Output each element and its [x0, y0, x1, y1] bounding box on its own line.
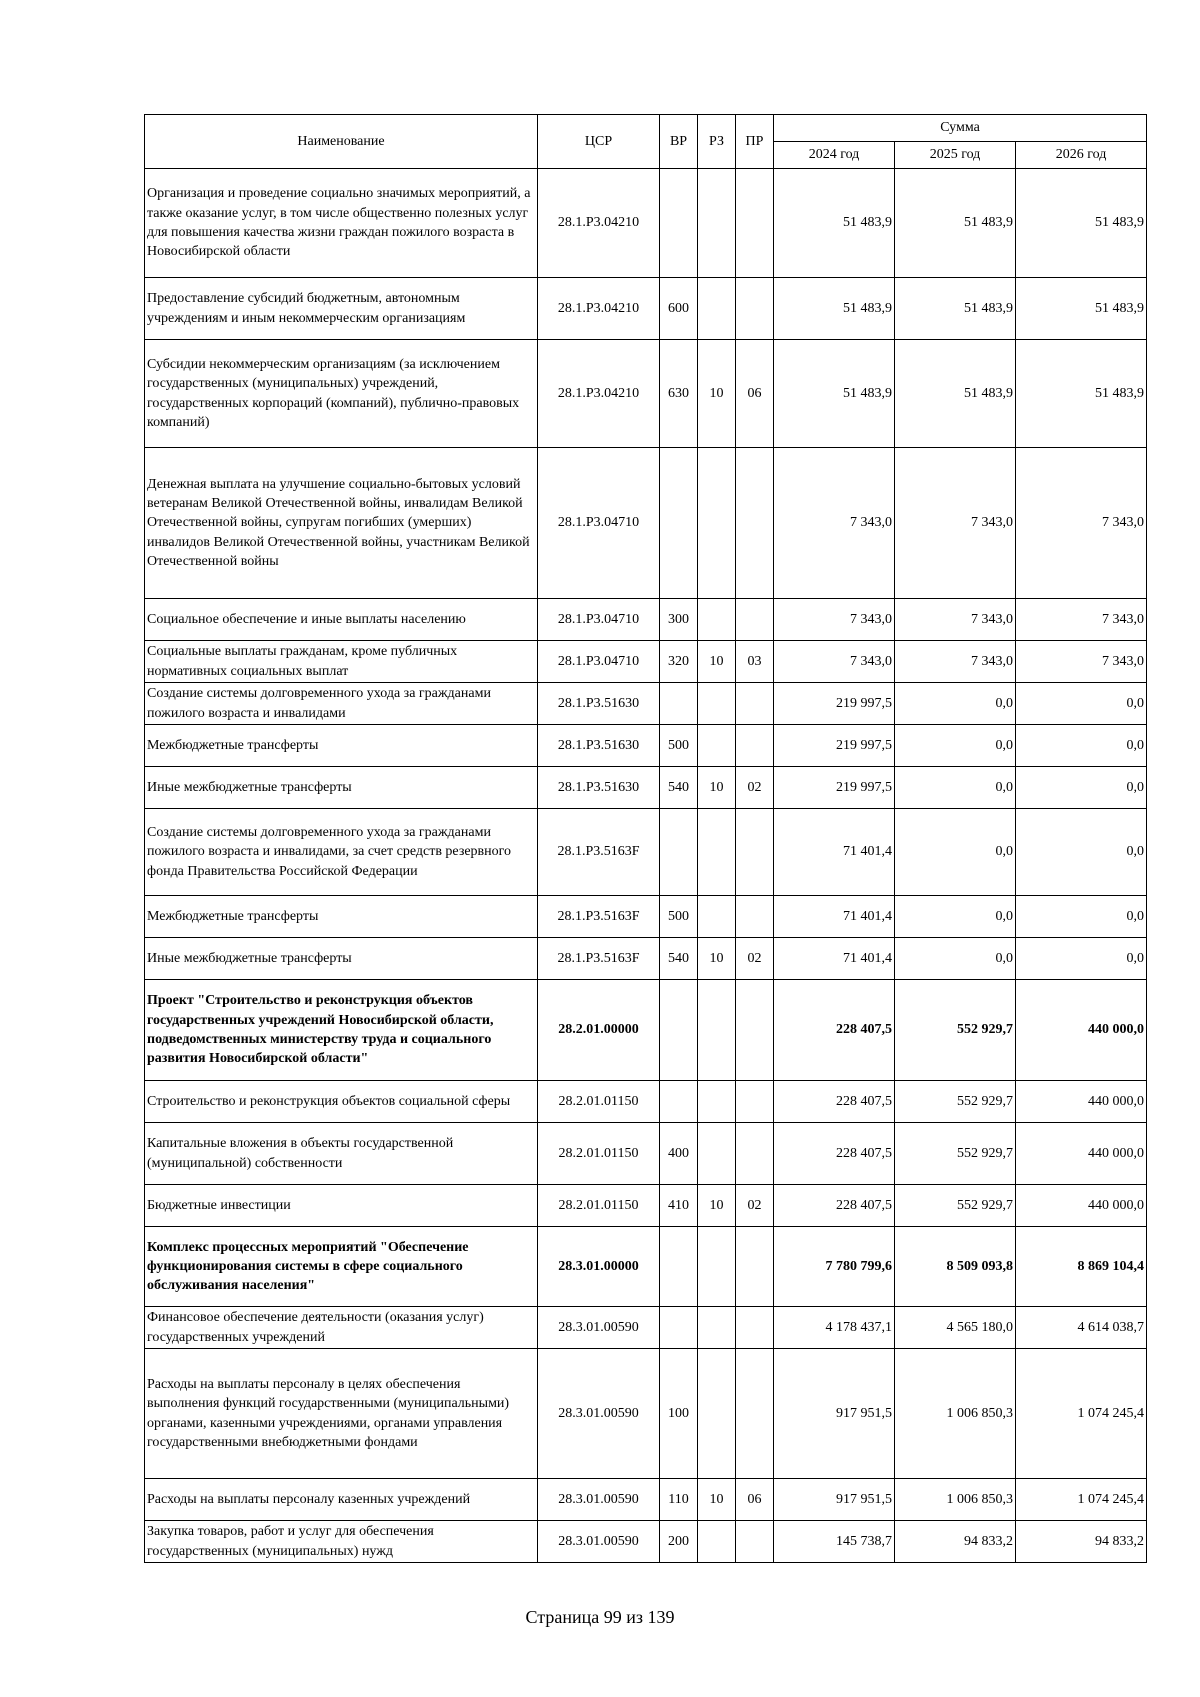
table-row — [145, 1081, 1147, 1123]
cell-csr: 28.1.Р3.51630 — [538, 767, 660, 809]
cell-csr: 28.3.01.00000 — [538, 1227, 660, 1307]
table-body — [145, 169, 1147, 1563]
cell-vr: 320 — [660, 641, 698, 683]
cell-name: Создание системы долговременного ухода за гражданами пожилого возраста и инвалидами, за счет средств резервного фонда Правительства Российской Федерации — [145, 809, 538, 896]
cell-pr: 06 — [736, 340, 774, 448]
cell-name: Комплекс процессных мероприятий "Обеспечение функционирования системы в сфере социального обслуживания населения" — [145, 1227, 538, 1307]
cell-2025: 7 343,0 — [895, 448, 1016, 599]
cell-2025: 4 565 180,0 — [895, 1307, 1016, 1349]
table-row — [145, 725, 1147, 767]
cell-pr — [736, 1521, 774, 1563]
table-row — [145, 1123, 1147, 1185]
cell-2026: 1 074 245,4 — [1016, 1349, 1147, 1479]
cell-vr — [660, 448, 698, 599]
cell-csr: 28.1.Р3.04210 — [538, 169, 660, 278]
cell-2024: 219 997,5 — [774, 683, 895, 725]
cell-rz — [698, 980, 736, 1081]
cell-pr — [736, 1349, 774, 1479]
cell-rz — [698, 448, 736, 599]
cell-2026: 7 343,0 — [1016, 641, 1147, 683]
page-number: Страница 99 из 139 — [525, 1607, 675, 1627]
cell-rz — [698, 1081, 736, 1123]
cell-rz — [698, 1123, 736, 1185]
cell-2025: 0,0 — [895, 767, 1016, 809]
cell-csr: 28.1.Р3.51630 — [538, 725, 660, 767]
cell-2026: 440 000,0 — [1016, 1185, 1147, 1227]
cell-vr: 100 — [660, 1349, 698, 1479]
table-row — [145, 1307, 1147, 1349]
cell-2026: 0,0 — [1016, 767, 1147, 809]
table-row — [145, 641, 1147, 683]
cell-2024: 228 407,5 — [774, 1185, 895, 1227]
table-row — [145, 599, 1147, 641]
cell-name: Социальные выплаты гражданам, кроме публичных нормативных социальных выплат — [145, 641, 538, 683]
cell-name: Расходы на выплаты персоналу казенных учреждений — [145, 1479, 538, 1521]
cell-csr: 28.1.Р3.5163F — [538, 938, 660, 980]
cell-2026: 51 483,9 — [1016, 278, 1147, 340]
cell-csr: 28.1.Р3.04710 — [538, 448, 660, 599]
cell-2024: 917 951,5 — [774, 1349, 895, 1479]
cell-vr: 500 — [660, 896, 698, 938]
cell-name: Социальное обеспечение и иные выплаты населению — [145, 599, 538, 641]
cell-2025: 0,0 — [895, 809, 1016, 896]
cell-2025: 51 483,9 — [895, 278, 1016, 340]
cell-2025: 7 343,0 — [895, 599, 1016, 641]
cell-2024: 71 401,4 — [774, 896, 895, 938]
cell-2024: 4 178 437,1 — [774, 1307, 895, 1349]
cell-csr: 28.2.01.00000 — [538, 980, 660, 1081]
table-row — [145, 938, 1147, 980]
cell-2025: 552 929,7 — [895, 1185, 1016, 1227]
cell-vr — [660, 683, 698, 725]
cell-2026: 0,0 — [1016, 725, 1147, 767]
cell-2026: 440 000,0 — [1016, 1123, 1147, 1185]
table-row — [145, 683, 1147, 725]
table-row — [145, 1479, 1147, 1521]
table-row — [145, 278, 1147, 340]
cell-name: Предоставление субсидий бюджетным, автономным учреждениям и иным некоммерческим организациям — [145, 278, 538, 340]
cell-2024: 219 997,5 — [774, 767, 895, 809]
cell-2024: 51 483,9 — [774, 169, 895, 278]
cell-2024: 228 407,5 — [774, 980, 895, 1081]
cell-pr: 03 — [736, 641, 774, 683]
cell-pr — [736, 1227, 774, 1307]
cell-name: Закупка товаров, работ и услуг для обеспечения государственных (муниципальных) нужд — [145, 1521, 538, 1563]
cell-vr: 500 — [660, 725, 698, 767]
cell-rz — [698, 725, 736, 767]
cell-name: Иные межбюджетные трансферты — [145, 767, 538, 809]
cell-name: Межбюджетные трансферты — [145, 725, 538, 767]
cell-2024: 917 951,5 — [774, 1479, 895, 1521]
cell-2026: 8 869 104,4 — [1016, 1227, 1147, 1307]
cell-vr: 410 — [660, 1185, 698, 1227]
cell-pr — [736, 896, 774, 938]
cell-rz — [698, 1521, 736, 1563]
cell-name: Межбюджетные трансферты — [145, 896, 538, 938]
table-row — [145, 1349, 1147, 1479]
cell-2024: 7 343,0 — [774, 448, 895, 599]
header-year-2024: 2024 год — [774, 142, 895, 169]
cell-2026: 0,0 — [1016, 938, 1147, 980]
cell-pr: 02 — [736, 767, 774, 809]
cell-name: Расходы на выплаты персоналу в целях обеспечения выполнения функций государственными (муниципальными) органами, казенными учреждениями, органами управления государственными внебюджетными фондами — [145, 1349, 538, 1479]
cell-vr — [660, 1081, 698, 1123]
cell-rz — [698, 809, 736, 896]
cell-2026: 1 074 245,4 — [1016, 1479, 1147, 1521]
cell-vr: 110 — [660, 1479, 698, 1521]
cell-rz: 10 — [698, 1185, 736, 1227]
cell-2024: 228 407,5 — [774, 1123, 895, 1185]
cell-name: Денежная выплата на улучшение социально-бытовых условий ветеранам Великой Отечественной войны, инвалидам Великой Отечественной войны, супругам погибших (умерших) инвалидов Великой Отечественной войны, участникам Великой Отечественной войны — [145, 448, 538, 599]
cell-name: Организация и проведение социально значимых мероприятий, а также оказание услуг, в том числе общественно полезных услуг для повышения качества жизни граждан пожилого возраста в Новосибирской области — [145, 169, 538, 278]
cell-vr: 400 — [660, 1123, 698, 1185]
cell-2025: 0,0 — [895, 725, 1016, 767]
cell-name: Финансовое обеспечение деятельности (оказания услуг) государственных учреждений — [145, 1307, 538, 1349]
cell-csr: 28.1.Р3.51630 — [538, 683, 660, 725]
cell-2025: 0,0 — [895, 938, 1016, 980]
header-year-2026: 2026 год — [1016, 142, 1147, 169]
cell-2026: 0,0 — [1016, 896, 1147, 938]
cell-2024: 145 738,7 — [774, 1521, 895, 1563]
cell-2024: 71 401,4 — [774, 809, 895, 896]
cell-pr — [736, 599, 774, 641]
cell-pr — [736, 1123, 774, 1185]
cell-vr — [660, 1307, 698, 1349]
cell-vr: 540 — [660, 938, 698, 980]
cell-rz — [698, 169, 736, 278]
cell-name: Иные межбюджетные трансферты — [145, 938, 538, 980]
cell-csr: 28.2.01.01150 — [538, 1123, 660, 1185]
cell-csr: 28.1.Р3.04210 — [538, 340, 660, 448]
cell-name: Субсидии некоммерческим организациям (за исключением государственных (муниципальных) учреждений, государственных корпораций (компаний), публично-правовых компаний) — [145, 340, 538, 448]
cell-rz — [698, 599, 736, 641]
cell-csr: 28.1.Р3.04710 — [538, 641, 660, 683]
header-pr: ПР — [736, 115, 774, 169]
cell-2024: 51 483,9 — [774, 278, 895, 340]
cell-pr: 02 — [736, 1185, 774, 1227]
cell-pr — [736, 169, 774, 278]
cell-pr — [736, 980, 774, 1081]
table-row — [145, 809, 1147, 896]
cell-2026: 7 343,0 — [1016, 599, 1147, 641]
cell-vr: 630 — [660, 340, 698, 448]
cell-vr — [660, 980, 698, 1081]
cell-2025: 8 509 093,8 — [895, 1227, 1016, 1307]
cell-csr: 28.1.Р3.04710 — [538, 599, 660, 641]
cell-2025: 1 006 850,3 — [895, 1349, 1016, 1479]
cell-vr — [660, 809, 698, 896]
budget-table — [144, 114, 1147, 1563]
cell-rz — [698, 896, 736, 938]
cell-2024: 219 997,5 — [774, 725, 895, 767]
cell-2024: 7 780 799,6 — [774, 1227, 895, 1307]
cell-2025: 51 483,9 — [895, 169, 1016, 278]
cell-rz — [698, 683, 736, 725]
cell-2025: 0,0 — [895, 896, 1016, 938]
header-rz: РЗ — [698, 115, 736, 169]
cell-2026: 51 483,9 — [1016, 340, 1147, 448]
table-row — [145, 1521, 1147, 1563]
table-row — [145, 896, 1147, 938]
cell-csr: 28.1.Р3.04210 — [538, 278, 660, 340]
cell-name: Создание системы долговременного ухода за гражданами пожилого возраста и инвалидами — [145, 683, 538, 725]
cell-vr: 300 — [660, 599, 698, 641]
cell-pr — [736, 448, 774, 599]
cell-vr: 540 — [660, 767, 698, 809]
cell-2025: 552 929,7 — [895, 1081, 1016, 1123]
cell-pr — [736, 683, 774, 725]
cell-name: Строительство и реконструкция объектов социальной сферы — [145, 1081, 538, 1123]
cell-2026: 51 483,9 — [1016, 169, 1147, 278]
header-sum: Сумма — [774, 115, 1147, 142]
cell-name: Капитальные вложения в объекты государственной (муниципальной) собственности — [145, 1123, 538, 1185]
cell-csr: 28.3.01.00590 — [538, 1307, 660, 1349]
table-row — [145, 980, 1147, 1081]
header-year-2025: 2025 год — [895, 142, 1016, 169]
cell-2024: 228 407,5 — [774, 1081, 895, 1123]
table-row — [145, 340, 1147, 448]
cell-2025: 0,0 — [895, 683, 1016, 725]
cell-rz: 10 — [698, 767, 736, 809]
header-vr: ВР — [660, 115, 698, 169]
cell-csr: 28.1.Р3.5163F — [538, 896, 660, 938]
cell-2025: 51 483,9 — [895, 340, 1016, 448]
cell-vr: 200 — [660, 1521, 698, 1563]
cell-2026: 94 833,2 — [1016, 1521, 1147, 1563]
cell-2025: 7 343,0 — [895, 641, 1016, 683]
cell-csr: 28.2.01.01150 — [538, 1081, 660, 1123]
cell-2026: 4 614 038,7 — [1016, 1307, 1147, 1349]
table-row — [145, 169, 1147, 278]
cell-pr — [736, 725, 774, 767]
cell-csr: 28.3.01.00590 — [538, 1521, 660, 1563]
cell-csr: 28.3.01.00590 — [538, 1349, 660, 1479]
cell-2026: 440 000,0 — [1016, 980, 1147, 1081]
cell-pr — [736, 278, 774, 340]
cell-rz — [698, 278, 736, 340]
cell-pr — [736, 809, 774, 896]
table-row — [145, 1185, 1147, 1227]
cell-2026: 7 343,0 — [1016, 448, 1147, 599]
cell-2025: 1 006 850,3 — [895, 1479, 1016, 1521]
cell-name: Проект "Строительство и реконструкция объектов государственных учреждений Новосибирской области, подведомственных министерству труда и социального развития Новосибирской области" — [145, 980, 538, 1081]
cell-rz: 10 — [698, 641, 736, 683]
table-row — [145, 448, 1147, 599]
cell-2024: 7 343,0 — [774, 599, 895, 641]
cell-2026: 0,0 — [1016, 809, 1147, 896]
cell-vr — [660, 169, 698, 278]
cell-vr: 600 — [660, 278, 698, 340]
header-csr: ЦСР — [538, 115, 660, 169]
cell-2024: 51 483,9 — [774, 340, 895, 448]
cell-name: Бюджетные инвестиции — [145, 1185, 538, 1227]
cell-2025: 552 929,7 — [895, 980, 1016, 1081]
cell-pr: 02 — [736, 938, 774, 980]
cell-rz — [698, 1307, 736, 1349]
cell-rz — [698, 1349, 736, 1479]
header-name: Наименование — [145, 115, 538, 169]
cell-rz: 10 — [698, 1479, 736, 1521]
cell-csr: 28.2.01.01150 — [538, 1185, 660, 1227]
cell-rz — [698, 1227, 736, 1307]
table-row — [145, 1227, 1147, 1307]
cell-rz: 10 — [698, 938, 736, 980]
cell-rz: 10 — [698, 340, 736, 448]
cell-pr — [736, 1307, 774, 1349]
table-row — [145, 767, 1147, 809]
cell-csr: 28.1.Р3.5163F — [538, 809, 660, 896]
cell-2024: 7 343,0 — [774, 641, 895, 683]
cell-pr: 06 — [736, 1479, 774, 1521]
cell-2025: 552 929,7 — [895, 1123, 1016, 1185]
cell-2026: 440 000,0 — [1016, 1081, 1147, 1123]
cell-2024: 71 401,4 — [774, 938, 895, 980]
cell-vr — [660, 1227, 698, 1307]
cell-2025: 94 833,2 — [895, 1521, 1016, 1563]
cell-pr — [736, 1081, 774, 1123]
cell-2026: 0,0 — [1016, 683, 1147, 725]
cell-csr: 28.3.01.00590 — [538, 1479, 660, 1521]
